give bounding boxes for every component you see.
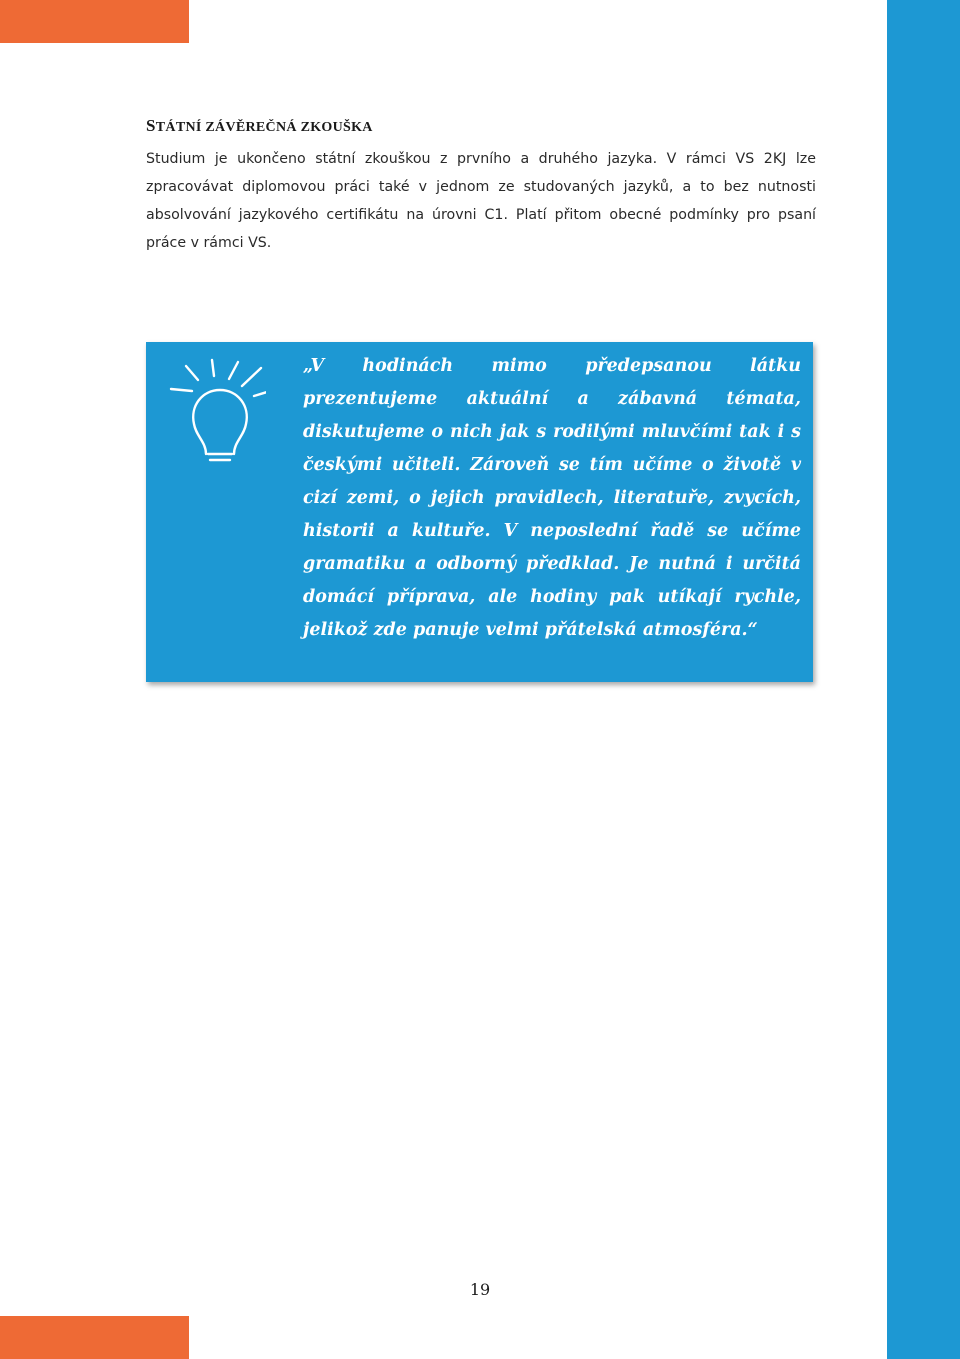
page-number: 19 (469, 1280, 491, 1299)
quote-box (146, 342, 813, 682)
quote-text: „V hodinách mimo předepsanou látku prezentujeme aktuální a zábavná témata, diskutujeme o nich jak s rodilými mluvčími tak i s českými učiteli. Zároveň se tím učíme o životě v cizí zemi, o jejich pravidlech, literatuře, zvycích, historii a kultuře. V neposlední řadě se učíme gramatiku a odborný předklad. Je nutná i určitá domácí příprava, ale hodiny pak utíkají rychle, jelikož zde panuje velmi přátelská atmosféra.“ (303, 356, 801, 640)
body-paragraph: Studium je ukončeno státní zkouškou z prvního a druhého jazyka. V rámci VS 2KJ lze zpracovávat diplomovou práci také v jednom ze studovaných jazyků, a to bez nutnosti absolvování jazykového certifikátu na úrovni C1. Platí přitom obecné podmínky pro psaní práce v rámci VS. (146, 151, 816, 251)
blue-side-bar (887, 0, 960, 1359)
section-heading-rest: TÁTNÍ ZÁVĚREČNÁ ZKOUŠKA (155, 120, 373, 135)
section-heading (146, 116, 373, 136)
orange-accent-bottom (0, 1316, 189, 1359)
orange-accent-top (0, 0, 189, 43)
section-heading-initial: S (146, 116, 156, 135)
lightbulb-icon (154, 350, 266, 462)
